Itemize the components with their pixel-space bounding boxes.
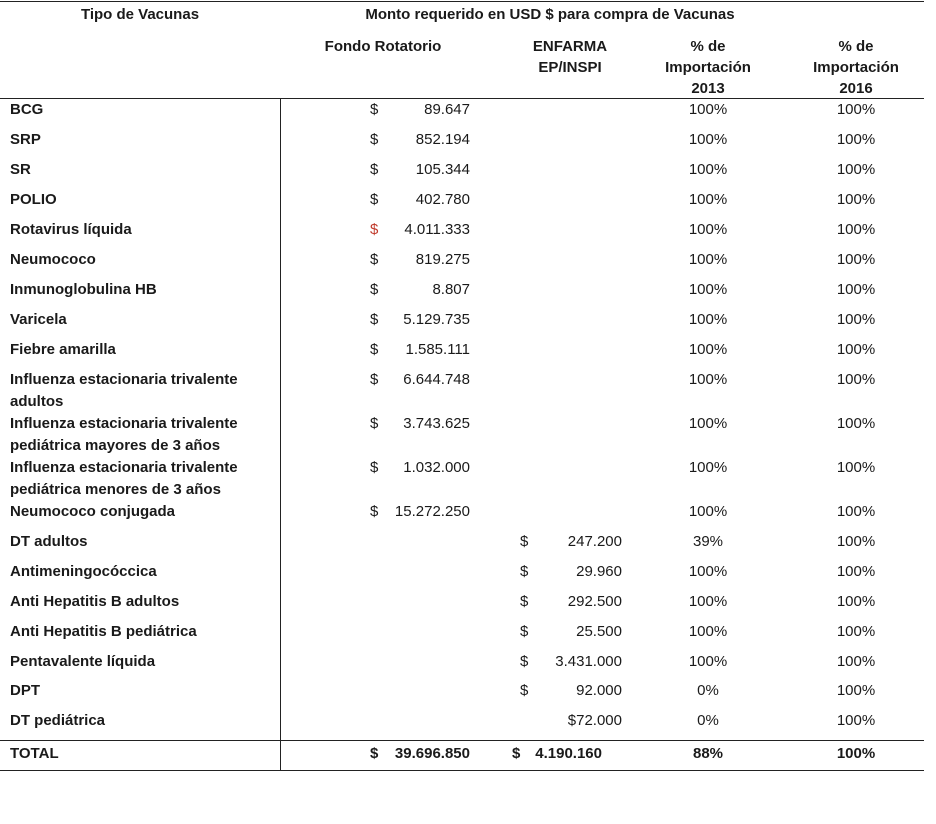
header-enfarma-line1: ENFARMA [532,38,608,55]
fondo-amount: 15.272.250 [394,503,470,520]
enfarma-currency: $ [520,593,529,610]
pct-2013: 100% [688,101,728,118]
pct-2013: 100% [688,281,728,298]
pct-2016: 100% [836,281,876,298]
pct-2013: 100% [688,341,728,358]
enfarma-currency: $ [520,653,529,670]
enfarma-amount: 25.500 [576,623,622,640]
fondo-currency: $ [370,251,379,268]
vaccine-name-line1: Neumococo [10,251,96,268]
fondo-currency: $ [370,221,379,238]
pct-2013: 100% [688,191,728,208]
pct-2013: 100% [688,371,728,388]
fondo-amount: 89.647 [424,101,470,118]
vaccine-name-line1: Influenza estacionaria trivalente [10,415,238,432]
pct-2016: 100% [836,653,876,670]
enfarma-currency: $ [520,563,529,580]
vaccine-name-line2: pediátrica menores de 3 años [10,481,221,498]
header-2013-line1: % de [690,38,726,55]
pct-2016: 100% [836,311,876,328]
pct-2016: 100% [836,221,876,238]
vaccine-name [10,249,275,271]
header-2013-line3: 2013 [691,80,725,97]
fondo-amount: 1.032.000 [403,459,470,476]
pct-2013: 100% [688,593,728,610]
vaccine-name-line1: Anti Hepatitis B adultos [10,593,180,610]
fondo-amount: 105.344 [415,161,470,178]
vaccine-name [10,189,275,211]
vaccine-name [10,159,275,181]
vaccine-name-line1: POLIO [10,191,57,208]
pct-2016: 100% [836,101,876,118]
header-tipo-vacunas: Tipo de Vacunas [80,6,200,23]
vaccine-name-line1: Inmunoglobulina HB [10,281,157,298]
vaccine-name [10,309,275,331]
vaccine-name [10,621,275,643]
vaccine-name-line1: Anti Hepatitis B pediátrica [10,623,197,640]
fondo-currency: $ [370,341,379,358]
fondo-currency: $ [370,459,379,476]
vaccine-name [10,651,275,673]
vaccine-name-line1: DT pediátrica [10,712,106,729]
vaccine-name [10,501,275,523]
pct-2013: 100% [688,251,728,268]
pct-2016: 100% [836,371,876,388]
vaccine-name [10,99,275,121]
pct-2016: 100% [836,341,876,358]
pct-2013: 0% [697,712,719,729]
enfarma-currency: $ [520,682,529,699]
pct-2013: 100% [688,131,728,148]
pct-2016: 100% [836,415,876,432]
vaccine-name [10,279,275,301]
fondo-amount: 1.585.111 [405,341,470,358]
total-top-border [0,740,924,741]
fondo-amount: 6.644.748 [403,371,470,388]
vaccine-name-line1: Neumococo conjugada [10,503,176,520]
header-2016-line1: % de [838,38,874,55]
fondo-amount: 4.011.333 [404,221,470,238]
vaccine-name-line2: pediátrica mayores de 3 años [10,437,221,454]
pct-2013: 100% [688,221,728,238]
vaccine-name-line1: Varicela [10,311,67,328]
table-bottom-border [0,770,924,771]
pct-2013: 100% [688,653,728,670]
vaccine-name [10,369,275,413]
header-fondo-rotatorio: Fondo Rotatorio [324,38,442,55]
enfarma-amount: $72.000 [567,712,622,729]
header-2016-line3: 2016 [839,80,873,97]
vaccine-name [10,531,275,553]
first-column-divider [280,98,281,771]
pct-2016: 100% [836,623,876,640]
total-enfarma-amount: 4.190.160 [535,745,602,762]
vaccine-name [10,710,275,732]
header-enfarma [500,36,640,78]
header-enfarma-line2: EP/INSPI [538,59,602,76]
pct-2013: 100% [688,503,728,520]
fondo-currency: $ [370,281,379,298]
vaccine-name [10,219,275,241]
fondo-currency: $ [370,415,379,432]
pct-2013: 100% [688,161,728,178]
vaccine-name-line1: Influenza estacionaria trivalente [10,371,238,388]
vaccine-name-line1: Rotavirus líquida [10,221,132,238]
vaccine-name-line1: DT adultos [10,533,88,550]
pct-2016: 100% [836,593,876,610]
enfarma-amount: 292.500 [567,593,622,610]
vaccine-name-line1: SR [10,161,31,178]
header-2016-line2: Importación [813,59,899,76]
vaccine-name [10,680,275,702]
total-pct-2013: 88% [692,745,724,762]
vaccine-name-line1: Pentavalente líquida [10,653,156,670]
pct-2013: 100% [688,459,728,476]
vaccine-name [10,413,275,457]
header-2013-line2: Importación [665,59,751,76]
pct-2016: 100% [836,563,876,580]
enfarma-currency: $ [520,623,529,640]
fondo-currency: $ [370,161,379,178]
pct-2013: 39% [692,533,724,550]
vaccine-name [10,129,275,151]
pct-2013: 100% [688,415,728,432]
total-pct-2016: 100% [836,745,876,762]
fondo-currency: $ [370,131,379,148]
pct-2016: 100% [836,161,876,178]
pct-2016: 100% [836,503,876,520]
enfarma-amount: 3.431.000 [555,653,622,670]
pct-2013: 100% [688,563,728,580]
pct-2016: 100% [836,191,876,208]
vaccine-name [10,339,275,361]
pct-2016: 100% [836,533,876,550]
enfarma-currency: $ [520,533,529,550]
pct-2013: 0% [697,682,719,699]
total-label: TOTAL [10,745,59,762]
vaccine-name-line1: SRP [10,131,41,148]
vaccine-name-line1: Influenza estacionaria trivalente [10,459,238,476]
fondo-currency: $ [370,503,379,520]
vaccine-name-line1: DPT [10,682,40,699]
fondo-amount: 852.194 [415,131,470,148]
header-importacion-2016 [800,36,912,99]
fondo-currency: $ [370,371,379,388]
fondo-currency: $ [370,101,379,118]
enfarma-amount: 92.000 [576,682,622,699]
enfarma-amount: 247.200 [567,533,622,550]
fondo-amount: 3.743.625 [403,415,470,432]
fondo-amount: 8.807 [432,281,470,298]
pct-2016: 100% [836,682,876,699]
vaccine-name-line1: BCG [10,101,44,118]
total-fondo-amount: 39.696.850 [394,745,470,762]
header-monto-requerido: Monto requerido en USD $ para compra de Vacunas [365,6,735,23]
total-fondo-currency: $ [370,745,379,762]
pct-2016: 100% [836,251,876,268]
fondo-amount: 819.275 [415,251,470,268]
pct-2016: 100% [836,712,876,729]
pct-2016: 100% [836,131,876,148]
pct-2016: 100% [836,459,876,476]
pct-2013: 100% [688,311,728,328]
header-importacion-2013 [652,36,764,99]
pct-2013: 100% [688,623,728,640]
vaccine-name [10,457,275,501]
vaccine-name-line1: Fiebre amarilla [10,341,116,358]
enfarma-amount: 29.960 [576,563,622,580]
total-enfarma-currency: $ [512,745,521,762]
fondo-currency: $ [370,311,379,328]
vaccine-name [10,591,275,613]
fondo-amount: 402.780 [415,191,470,208]
fondo-amount: 5.129.735 [403,311,470,328]
vaccine-name-line1: Antimeningocóccica [10,563,157,580]
vaccine-name [10,561,275,583]
vaccine-name-line2: adultos [10,393,64,410]
top-border [0,1,924,2]
fondo-currency: $ [370,191,379,208]
